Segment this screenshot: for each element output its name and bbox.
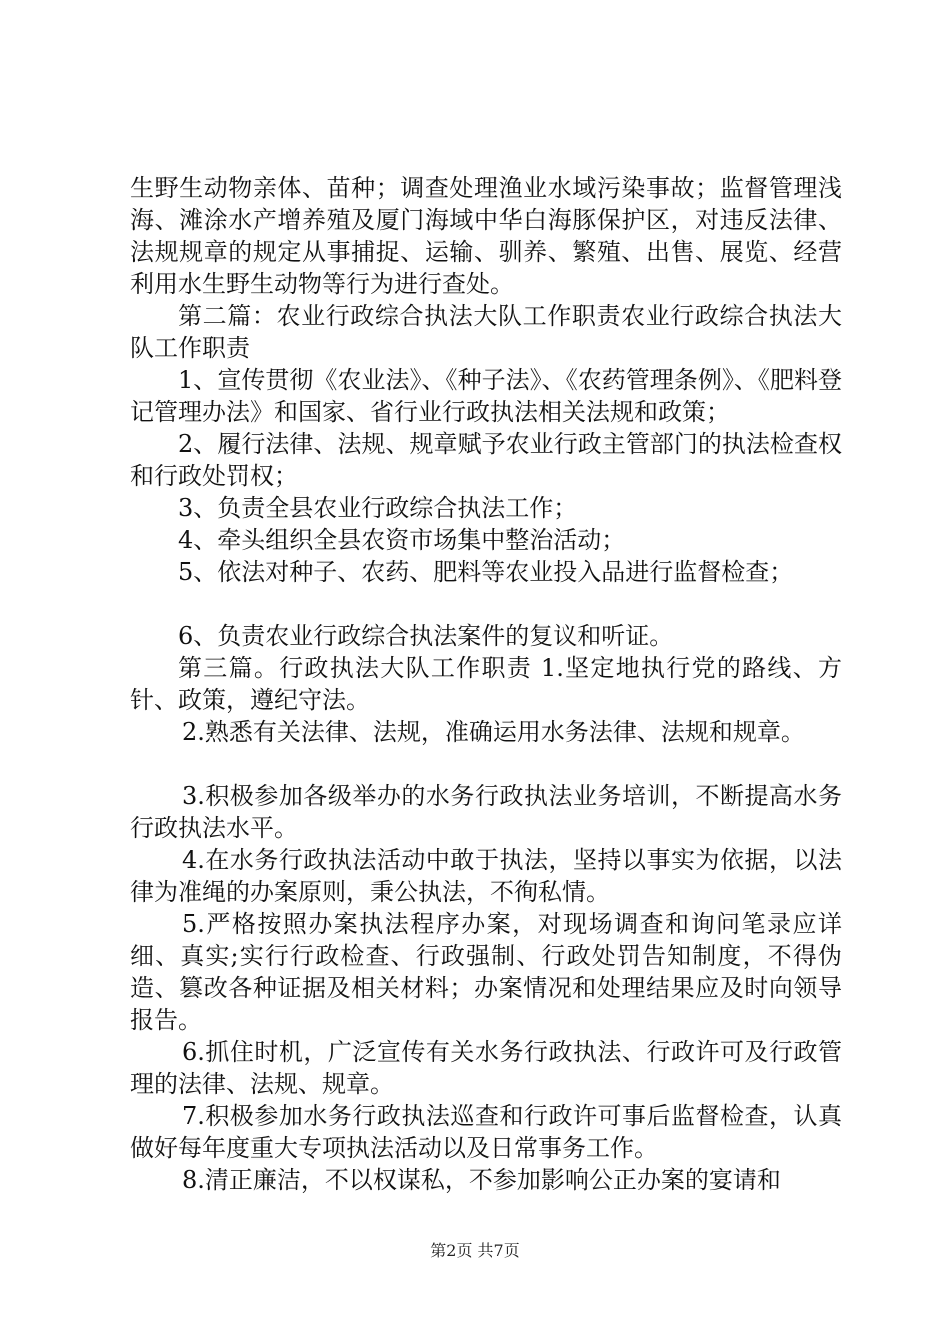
paragraph: 4.在水务行政执法活动中敢于执法，坚持以事实为依据，以法律为准绳的办案原则，秉公执法，不徇私情。 bbox=[130, 846, 842, 906]
paragraph: 3、负责全县农业行政综合执法工作； bbox=[178, 494, 578, 522]
paragraph: 2.熟悉有关法律、法规，准确运用水务法律、法规和规章。 bbox=[182, 718, 805, 746]
document-body bbox=[130, 172, 842, 1196]
paragraph: 5.严格按照办案执法程序办案，对现场调查和询问笔录应详细、真实;实行行政检查、行政强制、行政处罚告知制度，不得伪造、篡改各种证据及相关材料；办案情况和处理结果应及时向领导报告。 bbox=[130, 910, 842, 1034]
paragraph: 3.积极参加各级举办的水务行政执法业务培训，不断提高水务行政执法水平。 bbox=[130, 782, 842, 842]
paragraph: 2、履行法律、法规、规章赋予农业行政主管部门的执法检查权和行政处罚权； bbox=[130, 430, 842, 490]
section-heading: 第二篇：农业行政综合执法大队工作职责农业行政综合执法大队工作职责 bbox=[130, 302, 842, 362]
paragraph: 5、依法对种子、农药、肥料等农业投入品进行监督检查； bbox=[178, 558, 794, 586]
paragraph: 生野生动物亲体、苗种；调查处理渔业水域污染事故；监督管理浅海、滩涂水产增养殖及厦门海域中华白海豚保护区，对违反法律、法规规章的规定从事捕捉、运输、驯养、繁殖、出售、展览、经营利用水生野生动物等行为进行查处。 bbox=[130, 174, 842, 298]
paragraph: 4、牵头组织全县农资市场集中整治活动； bbox=[178, 526, 626, 554]
paragraph: 8.清正廉洁，不以权谋私，不参加影响公正办案的宴请和 bbox=[182, 1166, 781, 1194]
paragraph: 6、负责农业行政综合执法案件的复议和听证。 bbox=[178, 622, 674, 650]
section-heading: 第三篇。行政执法大队工作职责 1.坚定地执行党的路线、方针、政策，遵纪守法。 bbox=[130, 654, 842, 714]
paragraph: 6.抓住时机，广泛宣传有关水务行政执法、行政许可及行政管理的法律、法规、规章。 bbox=[130, 1038, 842, 1098]
paragraph: 7.积极参加水务行政执法巡查和行政许可事后监督检查，认真做好每年度重大专项执法活动以及日常事务工作。 bbox=[130, 1102, 842, 1162]
page-number-footer: 第2页 共7页 bbox=[430, 1241, 520, 1260]
paragraph: 1、宣传贯彻《农业法》、《种子法》、《农药管理条例》、《肥料登记管理办法》和国家、省行业行政执法相关法规和政策； bbox=[130, 366, 842, 426]
